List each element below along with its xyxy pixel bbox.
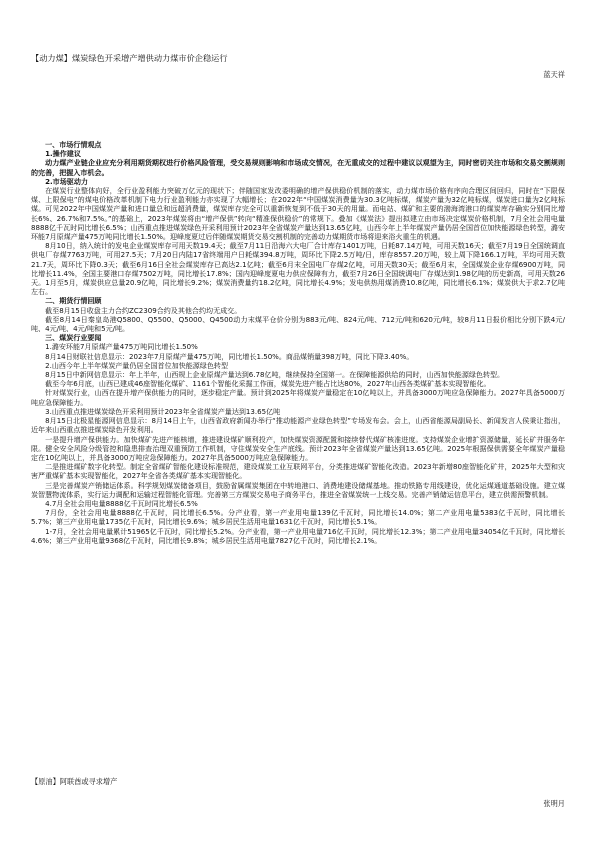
news-2-paragraph-3: 针对煤炭行业，山西在提升增产保供能力的同时，逐步稳定产量。预计到2025年将煤炭产量稳定在10亿吨以上，并具备3000万吨应急保障能力。2027年具备5000万吨应急保障能力。	[31, 388, 565, 407]
news-3-paragraph-4: 三是完善煤炭产销储运体系。科学规划煤炭储备项目，鼓励省属煤炭集团在中转地港口、消费地建设储煤基地。推动铁路专用线建设，优化运煤通道基础设施。建立煤炭智慧物流体系，实行运力调配和运输过程智能化管理。完善第三方煤炭交易电子商务平台，推进全省煤炭统一上线交易。完善产销储运信息平台，建立供需预警机制。	[31, 480, 565, 499]
section-heading-futures-review: 二、期货行情回顾	[45, 296, 102, 306]
drivers-paragraph-1: 在煤炭行业整体向好，全行业盈利能力突破万亿元的现状下；伴随国家发改委明确的增产保供稳价机制的落实，动力煤市场价格有序向合理区间回归，同时在“下限保煤、上限保电”的煤电价格改革机制下电力行业盈利能力亦实现了大幅增长；在2022年“中国煤炭消费量为30.3亿吨标煤，煤炭产量为32亿吨标煤，煤炭进口量为2亿吨标煤。可见2022年中国煤炭产量和进口量总和远超消费量，煤炭库存完全可以重新恢复到不低于30天的用量。而电站、煤矿和主要的渤海湾港口的煤炭库存确实分别同比增长6%、26.7%和7.5%。”的基础上，2023年煤炭将由“增产保供”转向“精准保供稳价”的常规下。叠加《煤炭法》提出拟建立由市场决定煤炭价格机制，7月全社会用电量8888亿千瓦时同比增长6.5%；山西重点推进煤炭绿色开采利用预计2023年全省煤炭产量达到13.65亿吨，山西今年上半年煤炭产量仍居全国首位加快能源绿色转型，潞安环能7月原煤产量475万吨同比增长1.50%。迎峰度夏过后伴随煤炭期货交易交割机制的完善动力煤期货市场将迎来浴火重生的机遇。	[31, 186, 565, 242]
news-3-paragraph-1: 8月15日北极星能源网信息显示：8月14日上午，山西省政府新闻办举行“推动能源产业绿色转型”专场发布会。会上，山西省能源局副局长、新闻发言人侯秉让指出，近年来山西重点推进煤炭绿色开发利用。	[31, 416, 565, 435]
report-title: 【动力煤】煤炭绿色开采增产增供动力煤市价企稳运行	[31, 53, 228, 63]
news-2-title: 2.山西今年上半年煤炭产量仍居全国首位加快能源绿色转型	[45, 360, 228, 370]
news-3-paragraph-3: 二是推进煤矿数字化转型。制定全省煤矿智能化建设标准规范，建设煤炭工业互联网平台，分类推进煤矿智能化改造。2023年新增80座智能化矿井，2025年大型和灾害严重煤矿基本实现智能化，2027年全省各类煤矿基本实现智能化。	[31, 462, 565, 481]
advice-paragraph: 动力煤产业链企业应充分利用期货期权进行价格风险管理，受交易规则影响和市场成交情况，在无重成交的过程中建议以观望为主，同时密切关注市场和交易交割规则的完善，把握入市机会。	[31, 158, 565, 177]
futures-paragraph-1: 截至8月15日收盘主力合约ZC2309合约及其他合约均无成交。	[45, 305, 242, 315]
news-3-paragraph-2: 一是提升增产保供能力。加快煤矿先进产能核增，推进建设煤矿顺利投产，加快煤炭资源配置和接续替代煤矿核准进度。支持煤炭企业增扩资源储量，延长矿井服务年限。健全安全风险分级管控和隐患排查治理双重预防工作机制，守住煤炭安全生产底线。预计2023年全省煤炭产量达到13.65亿吨。2025年根据保供需要全年煤炭产量稳定在10亿吨以上，并具备3000万吨应急保障能力。2027年具备5000万吨应急保障能力。	[31, 434, 565, 462]
report-body	[31, 140, 565, 545]
news-4-paragraph-2: 1-7月，全社会用电量累计51965亿千瓦时，同比增长5.2%。分产业看，第一产业用电量716亿千瓦时，同比增长12.3%；第二产业用电量34054亿千瓦时，同比增长4.6%；第三产业用电量9368亿千瓦时，同比增长9.8%；城乡居民生活用电量7827亿千瓦时，同比增长2.1%。	[31, 526, 565, 545]
subheading-advice: 1.操作建议	[45, 149, 81, 159]
section-heading-market-view: 一、市场行情观点	[45, 140, 102, 149]
news-4-paragraph-1: 7月份，全社会用电量8888亿千瓦时，同比增长6.5%。分产业看，第一产业用电量139亿千瓦时，同比增长14.0%；第二产业用电量5383亿千瓦时，同比增长5.7%；第三产业用电量1735亿千瓦时，同比增长9.6%；城乡居民生活用电量1631亿千瓦时，同比增长5.1%。	[31, 508, 565, 527]
author-name: 蓝天祥	[543, 70, 565, 79]
news-3-title: 3.山西重点推进煤炭绿色开采利用预计2023年全省煤炭产量达到13.65亿吨	[45, 406, 281, 416]
news-1-title: 1.潞安环能7月原煤产量475万吨同比增长1.50%	[45, 342, 198, 352]
news-2-paragraph-2: 截至今年6月底，山西已建成46座智能化煤矿、1161个智能化采掘工作面，煤炭先进产能占比达80%，2027年山西各类煤矿基本实现智能化。	[45, 379, 491, 389]
subheading-drivers: 2.市场驱动力	[45, 176, 88, 186]
next-report-title: 【原油】阿联酋或寻求增产	[31, 777, 118, 786]
section-heading-industry-news: 三、煤炭行业要闻	[45, 333, 102, 343]
news-4-title: 4.7月全社会用电量8888亿千瓦时同比增长6.5%	[45, 498, 198, 508]
news-2-paragraph-1: 8月15日中新网信息显示：年上半年，山西规上企业原煤产量达到6.78亿吨，继续保持全国第一。在保障能源供给的同时，山西加快能源绿色转型。	[45, 370, 505, 380]
drivers-paragraph-2: 8月10日，纳入统计的发电企业煤炭库存可用天数19.4天；截至7月11日沿海六大电厂合计库存1401万吨，日耗87.14万吨，可用天数16天；截至7月19日全国统调直供电厂存煤7763万吨，可用27.5天；7月20日内陆17省终端用户日耗煤394.8万吨，周环比下降2.5万吨/日，库存8557.20万吨，较上周下降166.1万吨，平均可用天数21.7天，周环比下降0.3天；截至6月16日全社会煤炭库存已高达2.1亿吨；截至6月末全国电厂存煤2亿吨，可用天数30天；截至6月末，全国煤炭企业存煤6900万吨，同比增长11.4%，全国主要港口存煤7502万吨，同比增长17.8%；国内迎峰度夏电力供应保障有力，截至7月26日全国统调电厂存煤达到1.98亿吨的历史新高，可用天数26天。1月至5月，煤炭供应总量20.9亿吨，同比增长9.2%；煤炭消费量约18.2亿吨，同比增长4.9%；发电供热用煤消费10.8亿吨，同比增长6.1%；煤炭供大于求2.7亿吨左右。	[31, 241, 565, 297]
next-report-author: 张明月	[543, 799, 565, 808]
news-1-paragraph: 8月14日财联社信息显示：2023年7月原煤产量475万吨，同比增长1.50%。商品煤销量398万吨，同比下降3.40%。	[45, 351, 414, 361]
futures-paragraph-2: 截至8月14日秦皇岛港Q5800、Q5500、Q5000、Q4500动力末煤平仓价分别为883元/吨、824元/吨、712元/吨和620元/吨，较8月11日报价相比分别下跌4元/吨、4元/吨、4元/吨和5元/吨。	[31, 314, 565, 334]
